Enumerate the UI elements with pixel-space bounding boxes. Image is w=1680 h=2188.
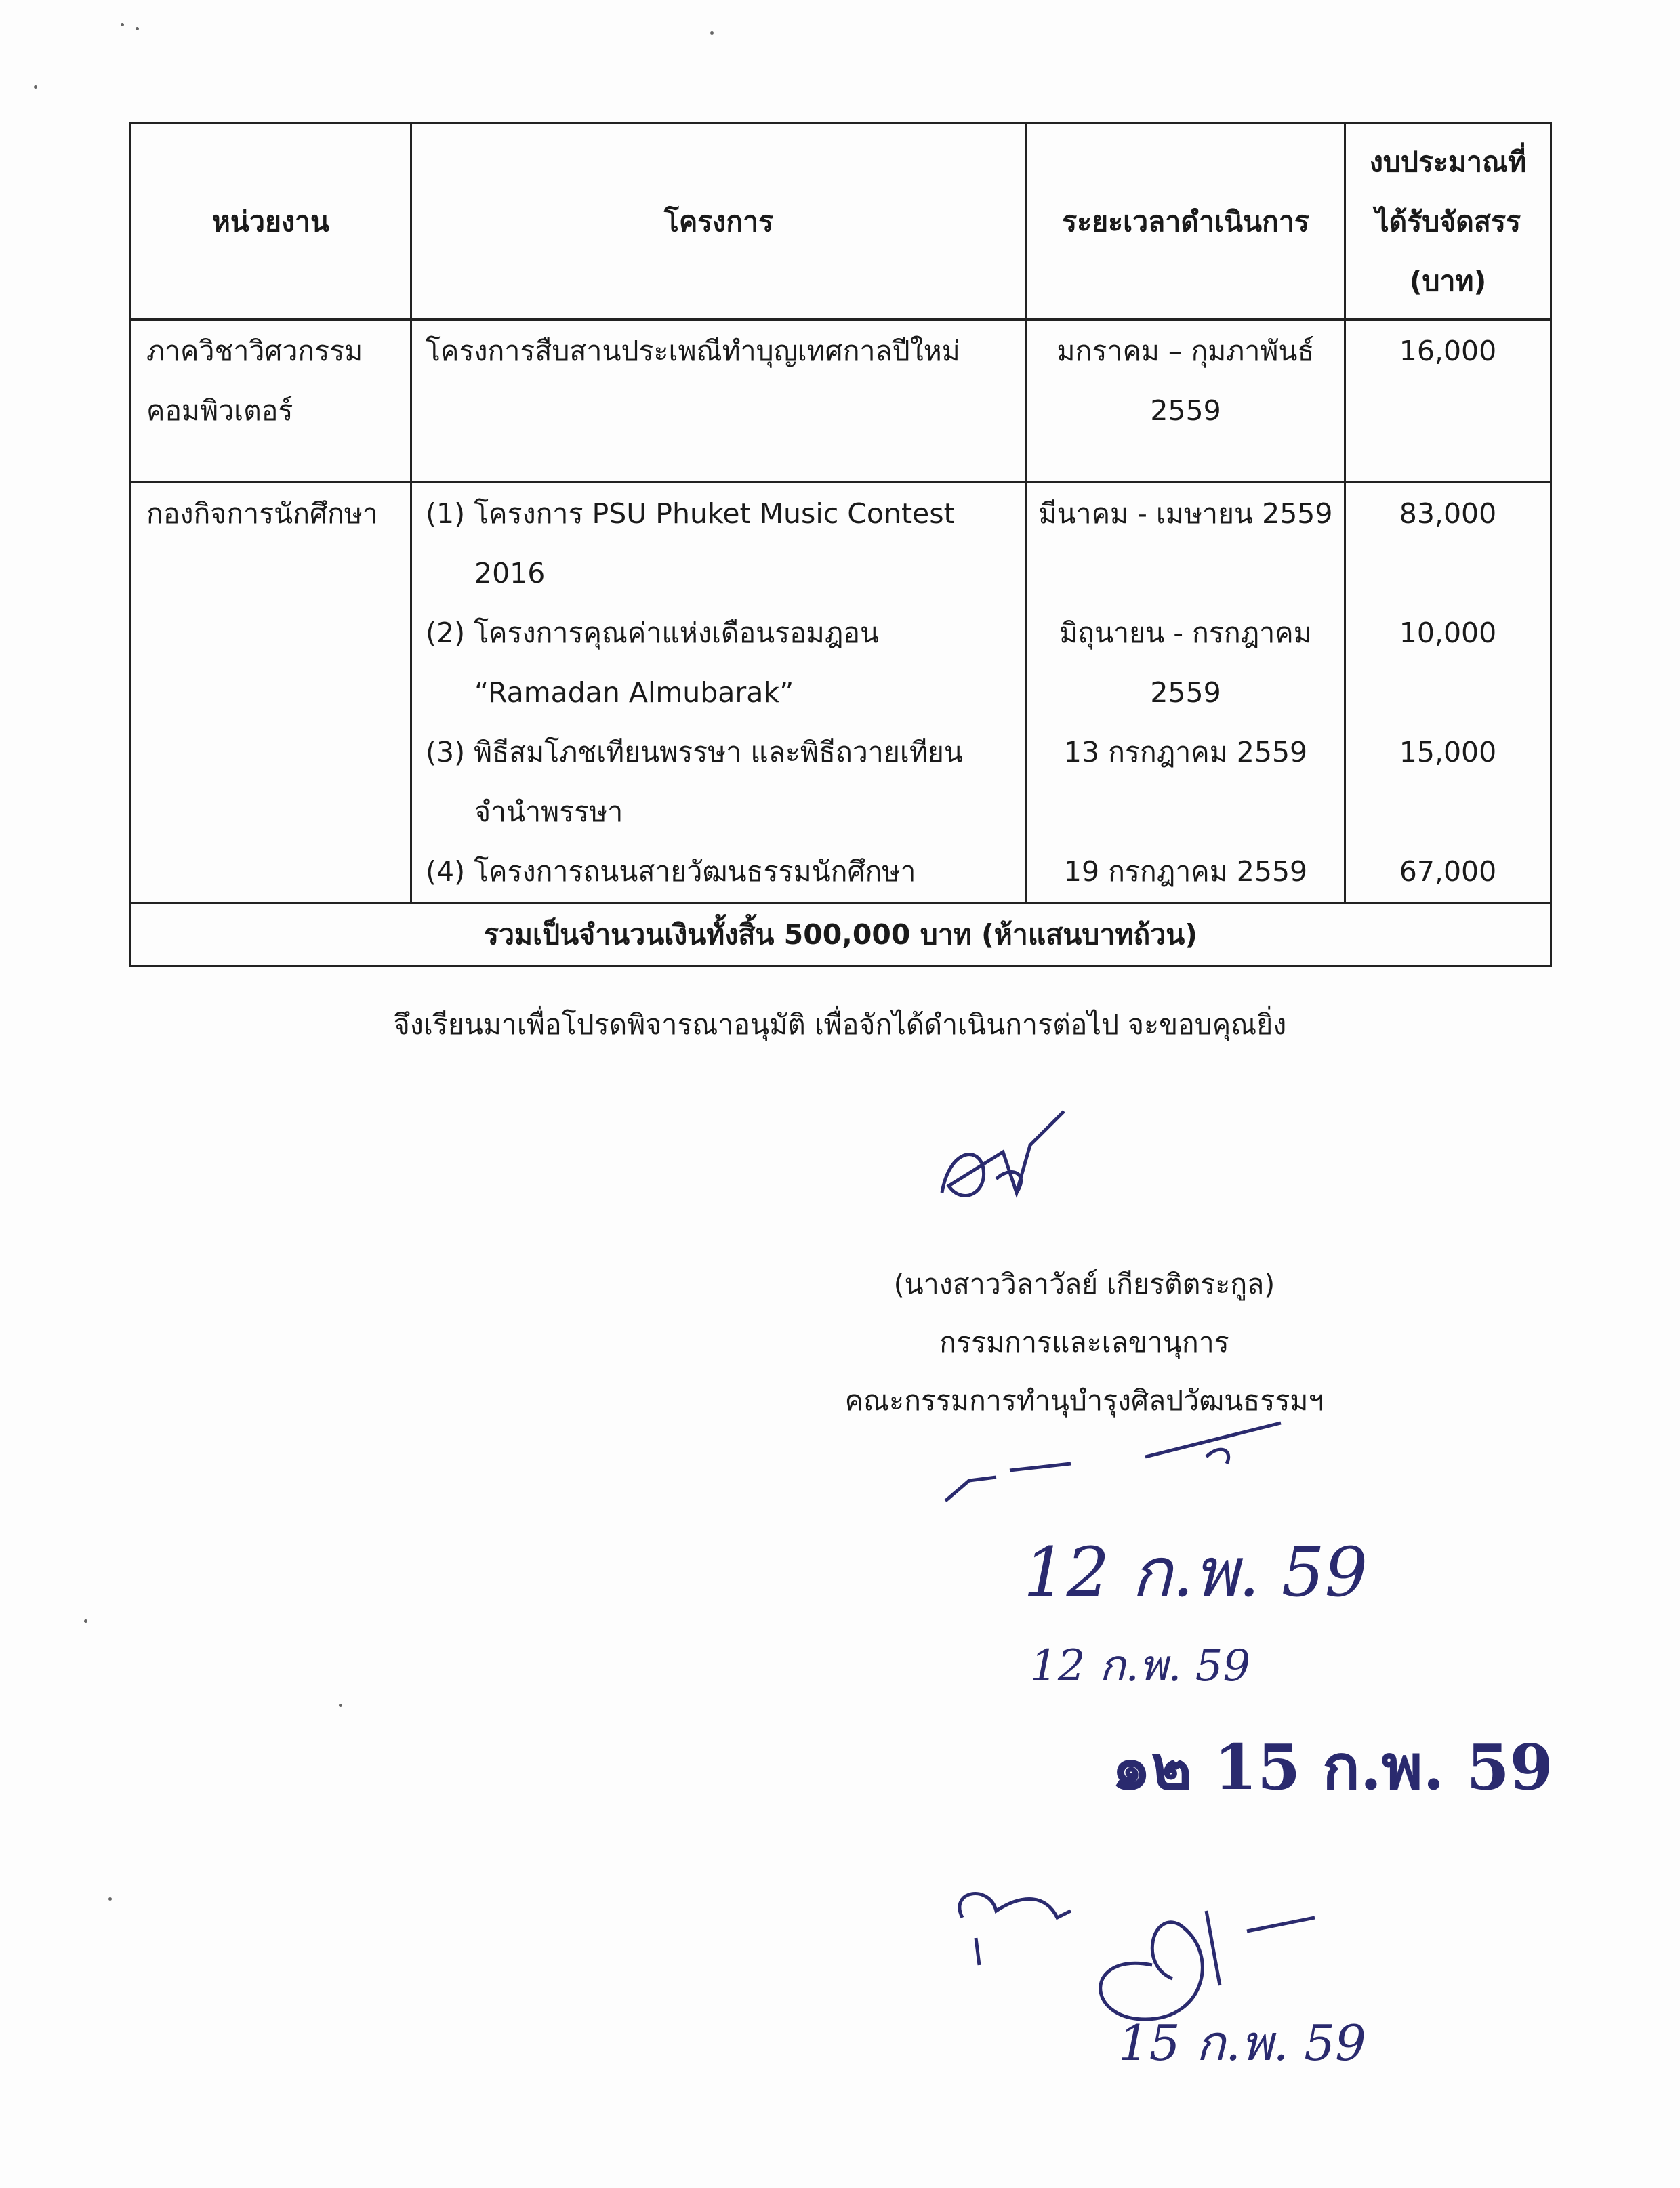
unit-name-line1: ภาควิชาวิศวกรรม	[146, 335, 363, 367]
project-item-1-line2: 2016	[474, 557, 546, 590]
period-item-4-line1: 19 กรกฎาคม 2559	[1063, 855, 1308, 888]
header-budget-line2: ได้รับจัดสรร	[1374, 205, 1521, 238]
header-budget-line1: งบประมาณที่	[1369, 145, 1527, 178]
unit-name-line1: กองกิจการนักศึกษา	[146, 497, 378, 530]
project-item-1-line1: (1) โครงการ PSU Phuket Music Contest	[426, 497, 955, 530]
unit-name-line2: คอมพิวเตอร์	[146, 394, 293, 427]
header-unit: หน่วยงาน	[131, 123, 411, 320]
period-item-2-line2: 2559	[1150, 676, 1221, 709]
project-item-3-line1: (3) พิธีสมโภชเทียนพรรษา และพิธีถวายเทียน	[426, 736, 963, 768]
handwritten-date-3: 15 ก.พ. 59	[1118, 2015, 1366, 2071]
period-item-2-line1: มิถุนายน - กรกฎาคม	[1059, 617, 1312, 649]
signatory-position: กรรมการและเลขานุการ	[939, 1326, 1229, 1359]
amount-item-1: 83,000	[1399, 497, 1497, 530]
cell-project: โครงการสืบสานประเพณีทำบุญเทศกาลปีใหม่	[411, 320, 1027, 482]
handwritten-date-2: ๑๒ 15 ก.พ. 59	[1111, 1731, 1553, 1804]
project-item-2-line2: “Ramadan Almubarak”	[474, 676, 794, 709]
reviewer-signature	[960, 1894, 1071, 1965]
project-item-2-line1: (2) โครงการคุณค่าแห่งเดือนรอมฎอน	[426, 617, 879, 649]
closing-statement: จึงเรียนมาเพื่อโปรดพิจารณาอนุมัติ เพื่อจักได้ดำเนินการต่อไป จะขอบคุณยิ่ง	[393, 1008, 1287, 1041]
amount-item-4: 67,000	[1399, 855, 1497, 888]
handwritten-date-1: 12 ก.พ. 59	[1023, 1533, 1368, 1612]
period-item-3-line1: 13 กรกฎาคม 2559	[1063, 736, 1308, 768]
period-item-1-line1: มีนาคม - เมษายน 2559	[1038, 497, 1333, 530]
cell-amount: 16,000	[1345, 320, 1551, 482]
header-period: ระยะเวลาดำเนินการ	[1027, 123, 1345, 320]
period-line2: 2559	[1150, 394, 1221, 427]
period-line1: มกราคม – กุมภาพันธ์	[1057, 335, 1315, 367]
handwritten-note: 12 ก.พ. 59	[1030, 1641, 1251, 1691]
final-signature	[1101, 1911, 1315, 2019]
signatory-name: (นางสาววิลาวัลย์ เกียรติตระกูล)	[893, 1268, 1275, 1300]
approval-scribble	[945, 1423, 1281, 1501]
main-signature	[942, 1111, 1064, 1195]
project-item-3-line2: จำนำพรรษา	[474, 796, 623, 828]
total-amount: รวมเป็นจำนวนเงินทั้งสิ้น 500,000 บาท (ห้าแสนบาทถ้วน)	[131, 903, 1551, 966]
signatory-committee: คณะกรรมการทำนุบำรุงศิลปวัฒนธรรมฯ	[844, 1384, 1324, 1417]
header-budget-line3: (บาท)	[1409, 264, 1487, 297]
amount-item-3: 15,000	[1399, 736, 1497, 768]
amount-item-2: 10,000	[1399, 617, 1497, 649]
header-project: โครงการ	[411, 123, 1027, 320]
project-item-4-line1: (4) โครงการถนนสายวัฒนธรรมนักศึกษา	[426, 855, 916, 888]
